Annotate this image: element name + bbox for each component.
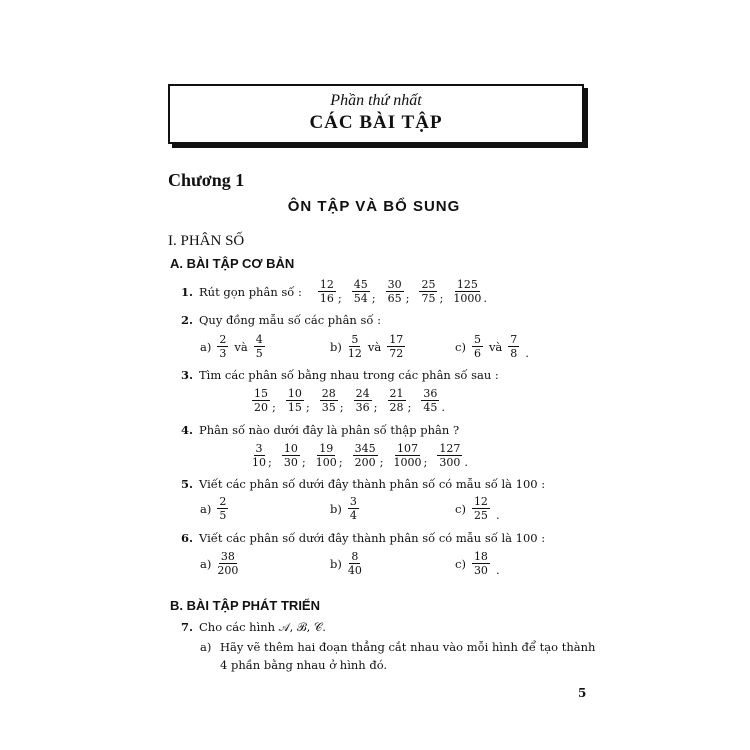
q2-option: c) $\frac{5}{6}$ và $\frac{7}{8}$ . — [455, 333, 529, 360]
fraction: $\frac{3}{4}$ — [349, 495, 357, 522]
fraction: $\frac{12}{16}$ — [319, 278, 334, 305]
question-4: 4. Phân số nào dưới đây là phân số thập phân ? — [181, 423, 460, 437]
subsection-b-heading: B. BÀI TẬP PHÁT TRIỂN — [170, 598, 320, 613]
option: a) $\frac{2}{5}$ — [200, 495, 227, 522]
q3-fractions: $\frac{15}{20}$ ; $\frac{10}{15}$ ; $\frac{28}{35}$ ; $\frac{24}{36}$ ; $\frac{21}{28}$ ; $\frac{36}{45}$ . — [254, 387, 446, 414]
q2-option: b) $\frac{5}{12}$ và $\frac{17}{72}$ — [330, 333, 404, 360]
question-2: 2. Quy đồng mẫu số các phân số : — [181, 313, 381, 327]
fraction: $\frac{19}{100}$ — [315, 442, 337, 469]
fraction: $\frac{28}{35}$ — [321, 387, 336, 414]
part-title: CÁC BÀI TẬP — [309, 112, 443, 133]
fraction: $\frac{2}{5}$ — [219, 495, 227, 522]
q5-options — [0, 495, 750, 523]
question-1: 1. Rút gọn phân số : $\frac{12}{16}$ ; $\frac{45}{54}$ ; $\frac{30}{65}$ ; $\frac{25}{75}$ ; $\frac{125}{1000}$ . — [181, 278, 495, 305]
fraction: $\frac{345}{200}$ — [354, 442, 376, 469]
question-5: 5. Viết các phân số dưới đây thành phân số có mẫu số là 100 : — [181, 477, 546, 491]
question-3: 3. Tìm các phân số bằng nhau trong các phân số sau : — [181, 368, 499, 382]
part-label: Phần thứ nhất — [330, 92, 422, 109]
fraction: $\frac{8}{40}$ — [347, 550, 362, 577]
fraction: $\frac{18}{30}$ — [473, 550, 488, 577]
fraction: $\frac{3}{10}$ — [252, 442, 266, 469]
chapter-title: ÔN TẬP VÀ BỔ SUNG — [287, 198, 461, 215]
fraction: $\frac{15}{20}$ — [254, 387, 268, 414]
fraction: $\frac{12}{25}$ — [473, 495, 488, 522]
page-number: 5 — [578, 686, 587, 700]
fraction: $\frac{17}{72}$ — [389, 333, 404, 360]
subsection-a-heading: A. BÀI TẬP CƠ BẢN — [170, 256, 295, 271]
q2-options — [0, 333, 750, 361]
q1-fractions: $\frac{12}{16}$ ; $\frac{45}{54}$ ; $\frac{30}{65}$ ; $\frac{25}{75}$ ; $\frac{125}{1000}$ . — [319, 278, 487, 305]
fraction: $\frac{21}{28}$ — [389, 387, 404, 414]
option: c) $\frac{12}{25}$ . — [455, 495, 500, 522]
question-7: 7. Cho các hình 𝒜, ℬ, 𝒞. — [181, 620, 326, 634]
fraction: $\frac{107}{1000}$ — [393, 442, 422, 469]
question-7a-cont: 4 phần bằng nhau ở hình đó. — [220, 658, 388, 672]
chapter-label: Chương 1 — [168, 170, 245, 190]
fraction: $\frac{24}{36}$ — [355, 387, 370, 414]
part-title-box — [168, 84, 584, 144]
fraction: $\frac{127}{300}$ — [439, 442, 461, 469]
section-heading: I. PHÂN SỐ — [168, 233, 245, 249]
fraction: $\frac{10}{15}$ — [287, 387, 302, 414]
fraction: $\frac{30}{65}$ — [387, 278, 402, 305]
fraction: $\frac{7}{8}$ — [510, 333, 518, 360]
fraction: $\frac{5}{6}$ — [473, 333, 481, 360]
fraction: $\frac{38}{200}$ — [217, 550, 239, 577]
fraction: $\frac{2}{3}$ — [219, 333, 227, 360]
fraction: $\frac{125}{1000}$ — [453, 278, 482, 305]
fraction: $\frac{36}{45}$ — [423, 387, 438, 414]
option: b) $\frac{8}{40}$ — [330, 550, 362, 577]
option: c) $\frac{18}{30}$ . — [455, 550, 500, 577]
option: b) $\frac{3}{4}$ — [330, 495, 357, 522]
fraction: $\frac{25}{75}$ — [421, 278, 436, 305]
q4-fractions: $\frac{3}{10}$ ; $\frac{10}{30}$ ; $\frac{19}{100}$ ; $\frac{345}{200}$ ; $\frac{107}{1000}$ ; $\frac{127}{300}$ . — [252, 442, 469, 469]
fraction: $\frac{45}{54}$ — [353, 278, 368, 305]
fraction: $\frac{10}{30}$ — [283, 442, 298, 469]
q2-option: a) $\frac{2}{3}$ và $\frac{4}{5}$ — [200, 333, 263, 360]
option: a) $\frac{38}{200}$ — [200, 550, 239, 577]
fraction: $\frac{4}{5}$ — [255, 333, 263, 360]
q6-options — [0, 550, 750, 578]
question-6: 6. Viết các phân số dưới đây thành phân số có mẫu số là 100 : — [181, 531, 546, 545]
question-7a: a) Hãy vẽ thêm hai đoạn thẳng cắt nhau vào mỗi hình để tạo thành — [200, 640, 596, 654]
fraction: $\frac{5}{12}$ — [347, 333, 362, 360]
